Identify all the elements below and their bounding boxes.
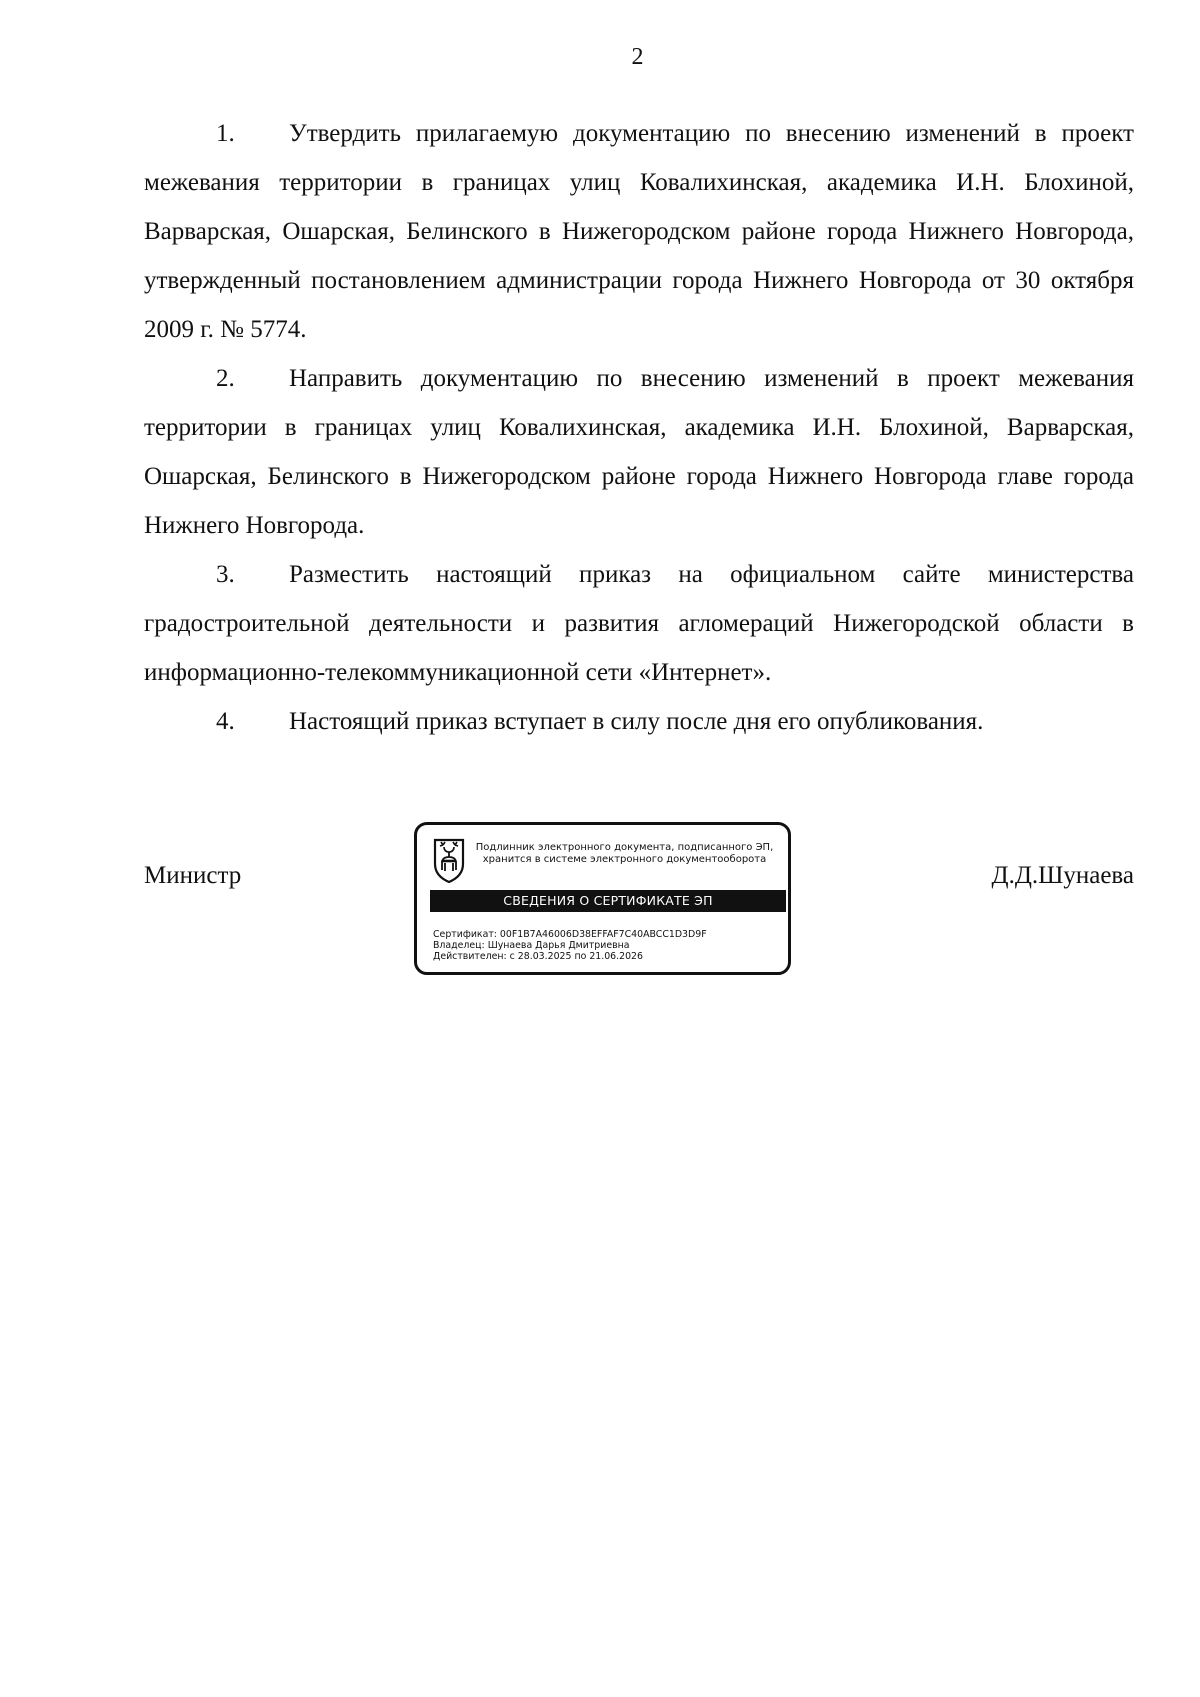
page-number: 2 — [631, 44, 644, 70]
paragraph-number: 3. — [216, 561, 235, 588]
deer-coat-of-arms-icon — [432, 837, 466, 883]
paragraph-4 — [144, 697, 1134, 746]
document-body — [144, 109, 1134, 746]
stamp-header-line: хранится в системе электронного документооборота — [482, 854, 767, 865]
stamp-header — [467, 842, 782, 866]
stamp-title: СВЕДЕНИЯ О СЕРТИФИКАТЕ ЭП — [430, 890, 786, 912]
paragraph-text: Настоящий приказ вступает в силу после дня его опубликования. — [289, 708, 984, 735]
stamp-header-line: Подлинник электронного документа, подписанного ЭП, — [475, 842, 774, 853]
paragraph-2 — [144, 354, 1134, 550]
paragraph-text: Направить документацию по внесению изменений в проект межевания территории в границах улиц Ковалихинская, академика И.Н. Блохиной, Варварская, Ошарская, Белинского в Нижегородском районе города Нижнего Новгорода главе города Нижнего Новгорода. — [144, 365, 1134, 539]
paragraph-text: Разместить настоящий приказ на официальном сайте министерства градостроительной деятельности и развития агломераций Нижегородской области в информационно-телекоммуникационной сети «Интернет». — [144, 561, 1134, 686]
electronic-signature-stamp — [414, 822, 791, 975]
signature-block — [144, 822, 1134, 982]
paragraph-text: Утвердить прилагаемую документацию по внесению изменений в проект межевания территории в границах улиц Ковалихинская, академика И.Н. Блохиной, Варварская, Ошарская, Белинского в Нижегородском районе города Нижнего Новгорода, утвержденный постановлением администрации города Нижнего Новгорода от 30 октября 2009 г. № 5774. — [144, 120, 1134, 343]
signer-role: Министр — [144, 862, 242, 889]
paragraph-number: 2. — [216, 365, 235, 392]
paragraph-number: 4. — [216, 708, 235, 735]
stamp-details — [433, 929, 707, 962]
certificate-validity: Действителен: с 28.03.2025 по 21.06.2026 — [433, 951, 643, 962]
signer-name: Д.Д.Шунаева — [991, 862, 1134, 889]
certificate-number: Сертификат: 00F1B7A46006D38EFFAF7C40ABCC1D3D9F — [433, 929, 707, 940]
paragraph-1 — [144, 109, 1134, 354]
certificate-owner: Владелец: Шунаева Дарья Дмитриевна — [433, 940, 630, 951]
paragraph-number: 1. — [216, 120, 235, 147]
paragraph-3 — [144, 550, 1134, 697]
